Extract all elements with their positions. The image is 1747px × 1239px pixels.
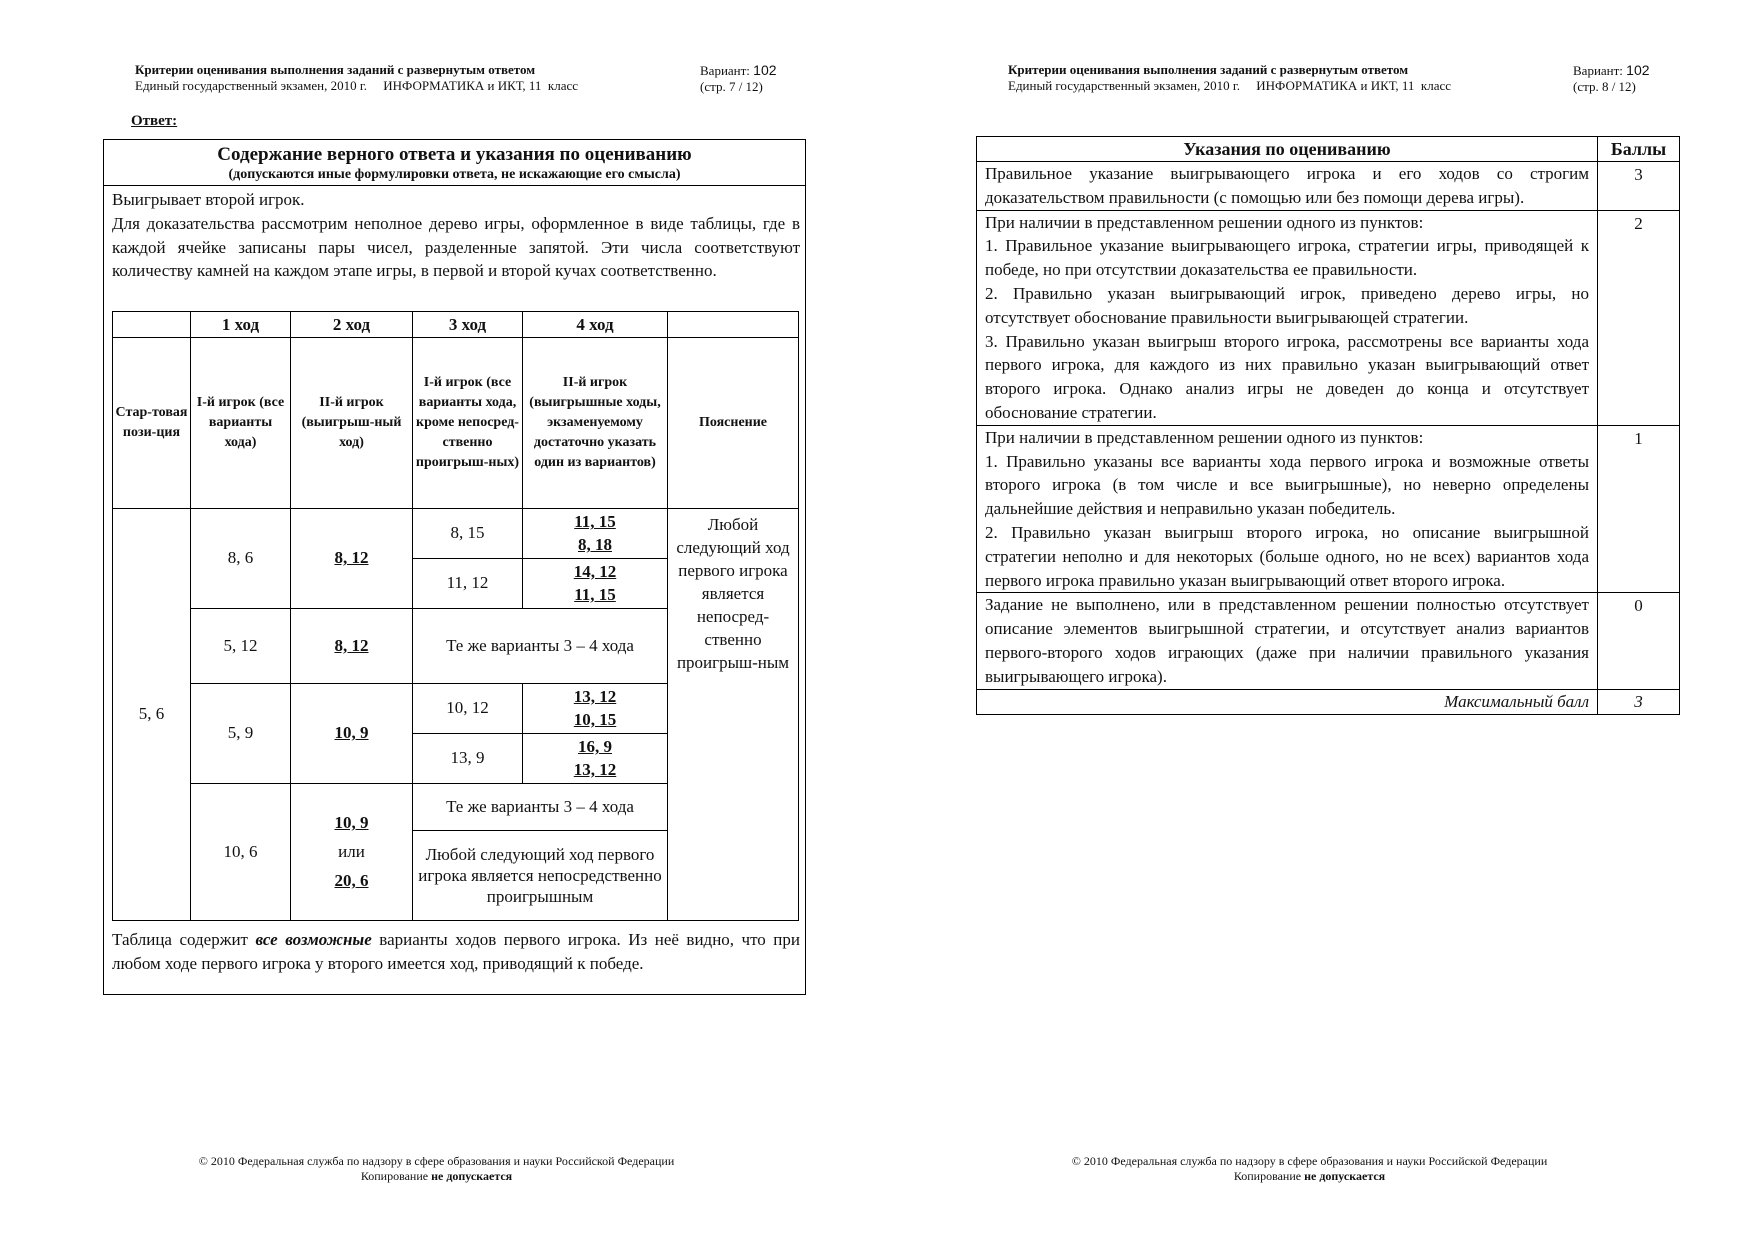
header-subtitle: Единый государственный экзамен, 2010 г. ИНФОРМАТИКА и ИКТ, 11 класс: [1008, 78, 1452, 93]
max-score-value: 3: [1598, 689, 1680, 714]
conclusion-text: [112, 928, 800, 975]
scoring-table: [976, 136, 1679, 715]
page-footer: [873, 1154, 1746, 1184]
criterion-text: Задание не выполнено, или в представленном решении полностью отсутствует описание элементов выигрышной стратегии, и отсутствует анализ вариантов первого-второго ходов играющих (даже при наличии правильного указания выигрывающего игрока).: [985, 595, 1589, 686]
move-4-header: 4 ход: [523, 312, 668, 338]
conclusion-pre: Таблица содержит: [112, 930, 256, 949]
start-position-cell: 5, 6: [113, 508, 191, 920]
move4-win-a: 13, 12: [573, 687, 617, 707]
header-empty: [668, 312, 799, 338]
move2-win-cell: 8, 12: [291, 508, 413, 608]
header-title: Критерии оценивания выполнения заданий с развернутым ответом: [135, 62, 536, 77]
criterion-text: 2. Правильно указан выигрывающий игрок, приведено дерево игры, но отсутствует обоснование правильности выигрывающей стратегии.: [985, 283, 1589, 327]
page-number: (стр. 7 / 12): [700, 79, 763, 94]
move3-cell: 13, 9: [413, 733, 523, 783]
variant-block: [1573, 62, 1650, 95]
move2-options-cell: [291, 783, 413, 920]
page-footer: [0, 1154, 873, 1184]
page-header: [135, 62, 578, 94]
variant-label: Вариант:: [1573, 63, 1623, 78]
move3-cell: 10, 12: [413, 683, 523, 733]
move1-cell: 5, 12: [191, 608, 291, 683]
score-points: 0: [1598, 593, 1680, 689]
intro-text: Для доказательства рассмотрим неполное дерево игры, оформленное в виде таблицы, где в каждой ячейке записаны пары чисел, разделенные запятой. Эти числа соответствуют количеству камней на каждом этапе игры, в первой и второй кучах соответственно.: [112, 214, 800, 280]
move4-win-a: 16, 9: [578, 737, 612, 757]
footer-copy-pre: Копирование: [1233, 1169, 1305, 1183]
col-player2: II-й игрок (выигрыш-ный ход): [291, 338, 413, 509]
criterion-text: При наличии в представленном решении одного из пунктов:: [985, 212, 1424, 232]
criterion-text: 2. Правильно указан выигрыш второго игрока, но описание выигрышной стратегии неполно и для некоторых (больше одного, но не всех) вариантов хода первого игрока правильно указан выигрывающий ответ второго игрока.: [985, 522, 1589, 590]
criterion-text: 1. Правильно указаны все варианты хода первого игрока и возможные ответы второго игрока (в том числе и все выигрышные), но неверно определены дальнейшие действия и неправильно указан победитель.: [985, 451, 1589, 519]
score-points: 2: [1598, 210, 1680, 425]
footer-copyright: © 2010 Федеральная служба по надзору в сфере образования и науки Российской Федерации: [1071, 1154, 1548, 1168]
move-3-header: 3 ход: [413, 312, 523, 338]
page-left: [0, 0, 873, 1239]
header-empty: [113, 312, 191, 338]
col-guidelines: Указания по оцениванию: [977, 137, 1598, 162]
move2-win-cell: 10, 9: [291, 683, 413, 783]
col-explanation: Пояснение: [668, 338, 799, 509]
move1-cell: 8, 6: [191, 508, 291, 608]
score-row-3: [977, 162, 1680, 211]
move4-win-a: 11, 15: [574, 512, 616, 532]
col-player1: I-й игрок (все варианты хода): [191, 338, 291, 509]
criterion-text: Правильное указание выигрывающего игрока и его ходов со строгим доказательством правильности (с помощью или без помощи дерева игры).: [985, 164, 1589, 207]
move-2-header: 2 ход: [291, 312, 413, 338]
move-1-header: 1 ход: [191, 312, 291, 338]
move4-win-b: 11, 15: [574, 585, 616, 605]
footer-copy-bold: не допускается: [431, 1169, 513, 1183]
page-right: [873, 0, 1746, 1239]
explanation-cell: Любой следующий ход первого игрока является непосред-ственно проигрыш-ным: [668, 508, 799, 920]
move3-cell: 8, 15: [413, 508, 523, 558]
answer-label: Ответ:: [131, 113, 178, 129]
move4-win-a: 14, 12: [573, 562, 617, 582]
move4-cell: [523, 683, 668, 733]
score-row-0: [977, 593, 1680, 689]
winner-text: Выигрывает второй игрок.: [112, 190, 305, 209]
move2-win-cell: 8, 12: [291, 608, 413, 683]
variant-label: Вариант:: [700, 63, 750, 78]
same-variants-cell: Те же варианты 3 – 4 хода: [413, 608, 668, 683]
answer-box-title: [104, 140, 805, 186]
game-tree-table: [112, 311, 798, 921]
answer-box: [103, 139, 806, 995]
variant-block: [700, 62, 777, 95]
col-player1-move3: I-й игрок (все варианты хода, кроме непосред-ственно проигрыш-ных): [413, 338, 523, 509]
header-subtitle: Единый государственный экзамен, 2010 г. ИНФОРМАТИКА и ИКТ, 11 класс: [135, 78, 579, 93]
footer-copyright: © 2010 Федеральная служба по надзору в сфере образования и науки Российской Федерации: [198, 1154, 675, 1168]
move4-win-b: 10, 15: [573, 710, 617, 730]
conclusion-post: варианты ходов первого игрока. Из неё видно, что при любом ходе первого игрока у второго имеется ход, приводящий к победе.: [112, 930, 800, 973]
conclusion-emphasis: все возможные: [255, 930, 372, 949]
move2-or: или: [338, 842, 365, 862]
criterion-text: 3. Правильно указан выигрыш второго игрока, рассмотрены все варианты хода первого игрока, для каждого из них правильно указан выигрывающий ответ второго игрока. Однако анализ игры не доведен до конца и отсутствует обоснование стратегии.: [985, 331, 1589, 422]
col-start-position: Стар-товая пози-ция: [113, 338, 191, 509]
move4-cell: [523, 558, 668, 608]
move4-win-b: 8, 18: [578, 535, 612, 555]
col-player2-move4: II-й игрок (выигрышные ходы, экзаменуемому достаточно указать один из вариантов): [523, 338, 668, 509]
box-subtitle: (допускаются иные формулировки ответа, не искажающие его смысла): [228, 167, 681, 182]
footer-copy-pre: Копирование: [360, 1169, 432, 1183]
criterion-text: 1. Правильное указание выигрывающего игрока, стратегии игры, приводящей к победе, но при отсутствии доказательства ее правильности.: [985, 236, 1589, 280]
footer-copy-bold: не допускается: [1304, 1169, 1386, 1183]
move1-cell: 5, 9: [191, 683, 291, 783]
move2-win-b: 20, 6: [334, 871, 369, 891]
same-variants-cell: Те же варианты 3 – 4 хода: [413, 783, 668, 831]
page-number: (стр. 8 / 12): [1573, 79, 1636, 94]
move1-cell: 10, 6: [191, 783, 291, 920]
criterion-text: При наличии в представленном решении одного из пунктов:: [985, 427, 1424, 447]
box-title: Содержание верного ответа и указания по оцениванию: [217, 144, 692, 165]
move4-cell: [523, 733, 668, 783]
variant-number: 102: [1626, 62, 1650, 78]
col-points: Баллы: [1598, 137, 1680, 162]
max-score-label: Максимальный балл: [977, 689, 1598, 714]
page-header: [1008, 62, 1451, 94]
any-move-losing-cell: Любой следующий ход первого игрока является непосредственно проигрышным: [413, 831, 668, 921]
move2-win-a: 10, 9: [334, 813, 369, 833]
variant-number: 102: [753, 62, 777, 78]
score-points: 3: [1598, 162, 1680, 211]
header-title: Критерии оценивания выполнения заданий с развернутым ответом: [1008, 62, 1409, 77]
score-row-1: [977, 425, 1680, 593]
move4-cell: [523, 508, 668, 558]
move4-win-b: 13, 12: [573, 760, 617, 780]
score-points: 1: [1598, 425, 1680, 593]
move3-cell: 11, 12: [413, 558, 523, 608]
score-row-2: [977, 210, 1680, 425]
